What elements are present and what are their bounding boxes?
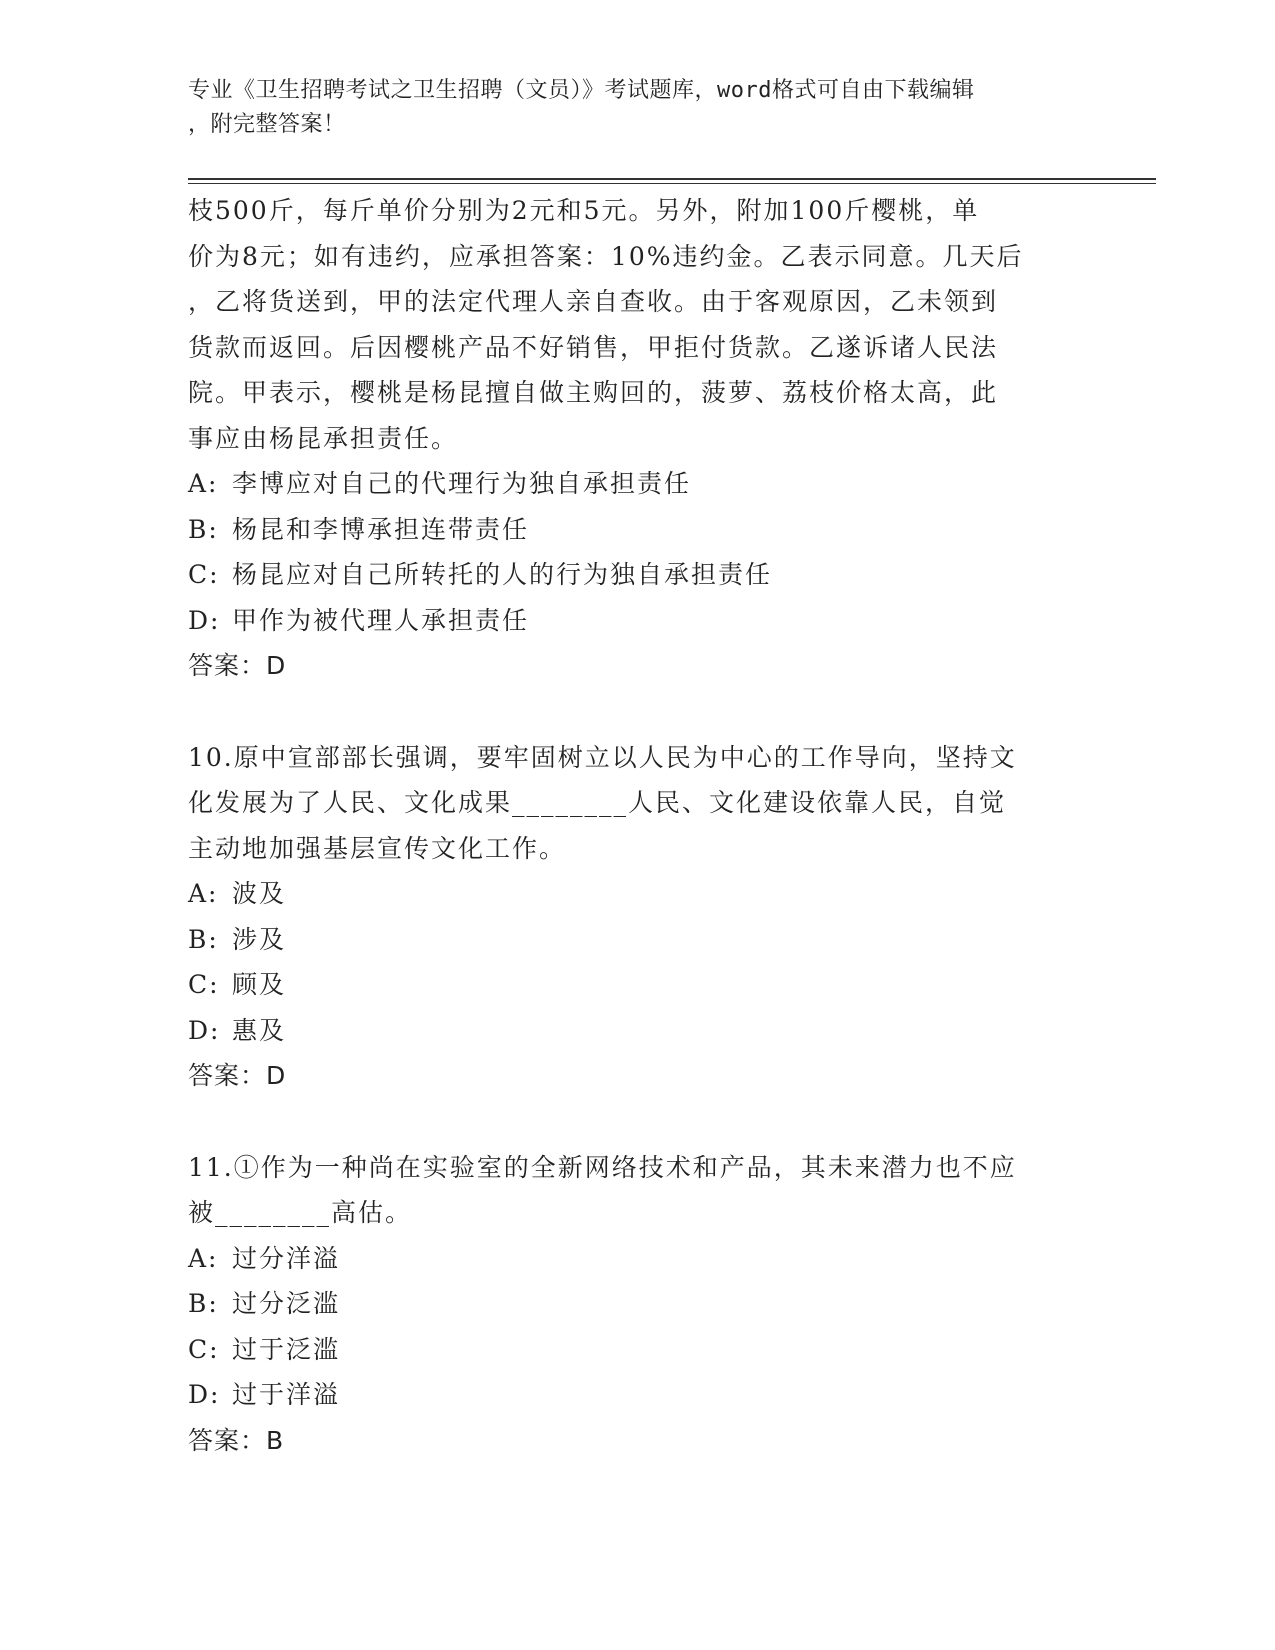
option-key: B: [188, 1289, 219, 1318]
option-key: D: [188, 605, 221, 635]
question-10-option-c [188, 962, 1088, 1008]
option-key: A: [188, 469, 219, 498]
question-10 [188, 735, 1088, 1099]
option-text: 惠及 [232, 1015, 287, 1045]
question-11-answer: 答案：B [188, 1425, 285, 1455]
option-text: 过分泛滥 [232, 1289, 341, 1318]
header-rule-thick [188, 178, 1156, 180]
question-9-line: 事应由杨昆承担责任。 [188, 423, 459, 453]
question-11 [188, 1145, 1088, 1464]
question-10-option-a [188, 871, 1088, 917]
question-9-line: ，乙将货送到，甲的法定代理人亲自查收。由于客观原因，乙未领到 [188, 287, 999, 316]
option-key: B: [188, 514, 219, 544]
question-11-line: 被________高估。 [188, 1198, 413, 1227]
option-text: 杨昆和李博承担连带责任 [232, 514, 530, 544]
question-9-option-b [188, 507, 1088, 553]
option-text: 杨昆应对自己所转托的人的行为独自承担责任 [232, 560, 773, 589]
option-key: A: [188, 1243, 219, 1273]
header-line-1: 专业《卫生招聘考试之卫生招聘（文员）》考试题库，word格式可自由下载编辑 [188, 78, 975, 103]
question-9-line: 价为8元；如有违约，应承担答案：10%违约金。乙表示同意。几天后 [188, 241, 1024, 271]
option-key: B: [188, 924, 219, 954]
option-text: 过于泛滥 [232, 1334, 341, 1364]
option-text: 过于洋溢 [232, 1380, 341, 1409]
option-text: 涉及 [232, 924, 287, 954]
option-text: 波及 [232, 879, 287, 908]
question-11-option-c [188, 1327, 1088, 1373]
question-9-option-d [188, 598, 1088, 644]
option-key: C: [188, 560, 220, 589]
spacer [188, 689, 1088, 735]
option-key: A: [188, 879, 219, 908]
option-text: 过分洋溢 [232, 1243, 341, 1273]
question-10-option-b [188, 917, 1088, 963]
header-line-2: ，附完整答案！ [188, 112, 346, 137]
question-10-option-d [188, 1008, 1088, 1054]
question-9-line: 枝500斤，每斤单价分别为2元和5元。另外，附加100斤樱桃，单 [188, 196, 980, 225]
question-11-option-d [188, 1372, 1088, 1418]
question-10-line: 主动地加强基层宣传文化工作。 [188, 833, 567, 863]
question-9-option-a [188, 461, 1088, 507]
question-10-answer: 答案：D [188, 1061, 287, 1090]
option-key: C: [188, 970, 220, 999]
option-key: D: [188, 1380, 221, 1409]
question-9 [188, 188, 1088, 689]
option-text: 顾及 [232, 970, 287, 999]
option-text: 甲作为被代理人承担责任 [232, 605, 530, 635]
option-key: D: [188, 1015, 221, 1045]
question-11-line: 11.①作为一种尚在实验室的全新网络技术和产品，其未来潜力也不应 [188, 1152, 1017, 1182]
header-rule-thin [188, 183, 1156, 184]
option-key: C: [188, 1334, 220, 1364]
question-9-line: 院。甲表示，樱桃是杨昆擅自做主购回的，菠萝、荔枝价格太高，此 [188, 378, 999, 407]
spacer [188, 1099, 1088, 1145]
question-11-option-b [188, 1281, 1088, 1327]
question-10-line: 化发展为了人民、文化成果________人民、文化建设依靠人民，自觉 [188, 788, 1007, 817]
question-9-answer: 答案：D [188, 651, 287, 680]
question-content [188, 188, 1088, 1463]
question-9-line: 货款而返回。后因樱桃产品不好销售，甲拒付货款。乙遂诉诸人民法 [188, 332, 999, 362]
question-11-option-a [188, 1236, 1088, 1282]
question-9-option-c [188, 552, 1088, 598]
option-text: 李博应对自己的代理行为独自承担责任 [232, 469, 692, 498]
document-header [188, 74, 1068, 142]
question-10-line: 10.原中宣部部长强调，要牢固树立以人民为中心的工作导向，坚持文 [188, 742, 1017, 772]
